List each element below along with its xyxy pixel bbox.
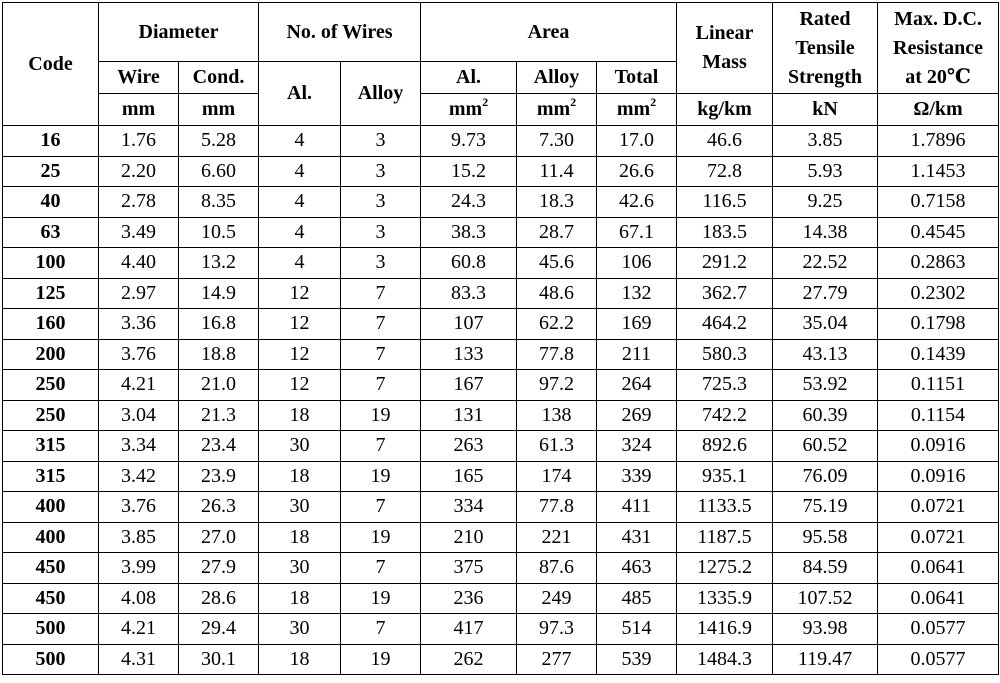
cell-cond-diameter: 5.28 — [179, 126, 259, 157]
cell-area-alloy: 18.3 — [517, 187, 597, 218]
cell-no-al-wires: 12 — [259, 278, 341, 309]
cell-area-total: 411 — [597, 492, 677, 523]
cell-wire-diameter: 4.21 — [99, 370, 179, 401]
cell-cond-diameter: 18.8 — [179, 339, 259, 370]
cell-tensile-strength: 35.04 — [773, 309, 878, 340]
cell-tensile-strength: 5.93 — [773, 156, 878, 187]
cell-area-total: 539 — [597, 644, 677, 675]
cell-tensile-strength: 3.85 — [773, 126, 878, 157]
cell-area-al: 107 — [421, 309, 517, 340]
header-linear-mass-line1: Linear — [695, 22, 754, 44]
header-cond: Cond. — [179, 62, 259, 94]
cell-no-alloy-wires: 3 — [341, 217, 421, 248]
header-area: Area — [421, 3, 677, 62]
cell-code: 450 — [3, 583, 99, 614]
header-resistance-line1: Max. D.C. — [894, 7, 982, 30]
cell-area-al: 417 — [421, 614, 517, 645]
header-rated-line2: Tensile — [795, 36, 855, 59]
header-linear-mass — [677, 3, 773, 94]
unit-resistance: Ω/km — [878, 94, 999, 126]
cell-area-al: 165 — [421, 461, 517, 492]
cell-cond-diameter: 27.0 — [179, 522, 259, 553]
cell-resistance: 0.1154 — [878, 400, 999, 431]
table-body — [3, 126, 999, 675]
cell-tensile-strength: 93.98 — [773, 614, 878, 645]
cell-linear-mass: 1275.2 — [677, 553, 773, 584]
table-row — [3, 126, 999, 157]
cell-resistance: 0.1798 — [878, 309, 999, 340]
cell-code: 250 — [3, 370, 99, 401]
cell-no-al-wires: 4 — [259, 217, 341, 248]
cell-cond-diameter: 16.8 — [179, 309, 259, 340]
cell-wire-diameter: 3.76 — [99, 339, 179, 370]
unit-area-al-exp: 2 — [482, 95, 489, 109]
cell-resistance: 0.0641 — [878, 583, 999, 614]
cell-no-al-wires: 30 — [259, 614, 341, 645]
cell-linear-mass: 116.5 — [677, 187, 773, 218]
table-row — [3, 217, 999, 248]
table-row — [3, 644, 999, 675]
table-row — [3, 339, 999, 370]
cell-tensile-strength: 60.39 — [773, 400, 878, 431]
cell-wire-diameter: 3.04 — [99, 400, 179, 431]
cell-tensile-strength: 14.38 — [773, 217, 878, 248]
cell-area-alloy: 61.3 — [517, 431, 597, 462]
cell-area-total: 485 — [597, 583, 677, 614]
cell-linear-mass: 742.2 — [677, 400, 773, 431]
cell-linear-mass: 892.6 — [677, 431, 773, 462]
cell-tensile-strength: 119.47 — [773, 644, 878, 675]
cell-no-al-wires: 12 — [259, 370, 341, 401]
cell-resistance: 0.0916 — [878, 461, 999, 492]
cell-tensile-strength: 75.19 — [773, 492, 878, 523]
cell-area-total: 169 — [597, 309, 677, 340]
header-rated-tensile-strength — [773, 3, 878, 94]
cell-wire-diameter: 3.76 — [99, 492, 179, 523]
cell-tensile-strength: 95.58 — [773, 522, 878, 553]
unit-area-total-base: mm — [616, 98, 651, 120]
cell-no-al-wires: 18 — [259, 644, 341, 675]
header-resistance-line3: at 20℃ — [905, 65, 971, 88]
cell-area-alloy: 77.8 — [517, 339, 597, 370]
cell-tensile-strength: 27.79 — [773, 278, 878, 309]
cell-linear-mass: 1335.9 — [677, 583, 773, 614]
unit-area-alloy-base: mm — [536, 98, 571, 120]
table-row — [3, 553, 999, 584]
cell-area-total: 132 — [597, 278, 677, 309]
cell-no-alloy-wires: 7 — [341, 278, 421, 309]
cell-resistance: 0.1439 — [878, 339, 999, 370]
cell-area-al: 236 — [421, 583, 517, 614]
unit-area-total-exp: 2 — [650, 95, 657, 109]
cell-area-al: 375 — [421, 553, 517, 584]
unit-wire: mm — [99, 94, 179, 126]
cell-area-alloy: 249 — [517, 583, 597, 614]
cell-tensile-strength: 22.52 — [773, 248, 878, 279]
header-rated-line3: Strength — [787, 65, 863, 88]
cell-code: 25 — [3, 156, 99, 187]
header-area-total: Total — [597, 62, 677, 94]
cell-area-alloy: 97.2 — [517, 370, 597, 401]
cell-area-alloy: 97.3 — [517, 614, 597, 645]
cell-resistance: 0.0577 — [878, 614, 999, 645]
cell-wire-diameter: 3.49 — [99, 217, 179, 248]
cell-wire-diameter: 4.31 — [99, 644, 179, 675]
cell-area-total: 431 — [597, 522, 677, 553]
table-row — [3, 492, 999, 523]
cell-cond-diameter: 21.0 — [179, 370, 259, 401]
cell-linear-mass: 291.2 — [677, 248, 773, 279]
cell-linear-mass: 183.5 — [677, 217, 773, 248]
cell-area-alloy: 138 — [517, 400, 597, 431]
cell-linear-mass: 1133.5 — [677, 492, 773, 523]
cell-linear-mass: 1484.3 — [677, 644, 773, 675]
cell-tensile-strength: 60.52 — [773, 431, 878, 462]
cell-area-alloy: 87.6 — [517, 553, 597, 584]
cell-area-al: 167 — [421, 370, 517, 401]
cell-area-al: 334 — [421, 492, 517, 523]
table-row — [3, 400, 999, 431]
cell-code: 125 — [3, 278, 99, 309]
cell-wire-diameter: 3.34 — [99, 431, 179, 462]
cell-linear-mass: 1416.9 — [677, 614, 773, 645]
cell-code: 500 — [3, 644, 99, 675]
cell-code: 250 — [3, 400, 99, 431]
cell-wire-diameter: 2.97 — [99, 278, 179, 309]
header-max-dc-resistance — [878, 3, 999, 94]
cell-wire-diameter: 3.99 — [99, 553, 179, 584]
cell-wire-diameter: 3.36 — [99, 309, 179, 340]
cell-code: 200 — [3, 339, 99, 370]
cell-resistance: 1.1453 — [878, 156, 999, 187]
cell-area-alloy: 277 — [517, 644, 597, 675]
header-row-1 — [3, 3, 999, 62]
cell-resistance: 0.1151 — [878, 370, 999, 401]
cell-area-alloy: 45.6 — [517, 248, 597, 279]
cell-cond-diameter: 28.6 — [179, 583, 259, 614]
cell-linear-mass: 362.7 — [677, 278, 773, 309]
cell-no-alloy-wires: 3 — [341, 156, 421, 187]
cell-no-alloy-wires: 7 — [341, 553, 421, 584]
cell-code: 315 — [3, 431, 99, 462]
cell-cond-diameter: 8.35 — [179, 187, 259, 218]
unit-area-total — [597, 94, 677, 126]
cell-no-al-wires: 4 — [259, 248, 341, 279]
cell-tensile-strength: 43.13 — [773, 339, 878, 370]
cell-resistance: 0.7158 — [878, 187, 999, 218]
cell-wire-diameter: 3.42 — [99, 461, 179, 492]
cell-area-total: 463 — [597, 553, 677, 584]
cell-area-al: 263 — [421, 431, 517, 462]
cell-area-total: 26.6 — [597, 156, 677, 187]
cell-area-total: 269 — [597, 400, 677, 431]
cell-no-alloy-wires: 19 — [341, 400, 421, 431]
header-wire: Wire — [99, 62, 179, 94]
cell-no-alloy-wires: 3 — [341, 187, 421, 218]
cell-area-total: 17.0 — [597, 126, 677, 157]
cell-cond-diameter: 10.5 — [179, 217, 259, 248]
cell-area-alloy: 174 — [517, 461, 597, 492]
cell-no-alloy-wires: 19 — [341, 583, 421, 614]
cell-no-al-wires: 30 — [259, 431, 341, 462]
unit-tensile: kN — [773, 94, 878, 126]
cell-cond-diameter: 21.3 — [179, 400, 259, 431]
cell-area-total: 42.6 — [597, 187, 677, 218]
cell-no-alloy-wires: 3 — [341, 126, 421, 157]
cell-linear-mass: 1187.5 — [677, 522, 773, 553]
cell-tensile-strength: 107.52 — [773, 583, 878, 614]
cell-tensile-strength: 53.92 — [773, 370, 878, 401]
cell-cond-diameter: 14.9 — [179, 278, 259, 309]
cell-wire-diameter: 4.21 — [99, 614, 179, 645]
header-resistance-line2: Resistance — [893, 36, 983, 59]
table-row — [3, 614, 999, 645]
cell-no-alloy-wires: 19 — [341, 644, 421, 675]
cell-area-total: 264 — [597, 370, 677, 401]
cell-resistance: 0.0577 — [878, 644, 999, 675]
cell-code: 16 — [3, 126, 99, 157]
cell-linear-mass: 72.8 — [677, 156, 773, 187]
table-row — [3, 370, 999, 401]
cell-area-alloy: 77.8 — [517, 492, 597, 523]
cell-area-alloy: 11.4 — [517, 156, 597, 187]
unit-area-al-base: mm — [448, 98, 483, 120]
cell-no-al-wires: 12 — [259, 339, 341, 370]
unit-cond: mm — [179, 94, 259, 126]
cell-resistance: 0.2863 — [878, 248, 999, 279]
header-code: Code — [3, 3, 99, 126]
cell-no-al-wires: 18 — [259, 522, 341, 553]
cell-cond-diameter: 29.4 — [179, 614, 259, 645]
cell-area-al: 262 — [421, 644, 517, 675]
cell-linear-mass: 46.6 — [677, 126, 773, 157]
header-alloy-wires: Alloy — [341, 62, 421, 126]
cell-area-al: 60.8 — [421, 248, 517, 279]
header-al-wires: Al. — [259, 62, 341, 126]
unit-linear-mass: kg/km — [677, 94, 773, 126]
table-row — [3, 248, 999, 279]
cell-no-alloy-wires: 7 — [341, 309, 421, 340]
table-row — [3, 156, 999, 187]
cell-area-total: 106 — [597, 248, 677, 279]
cell-no-al-wires: 18 — [259, 400, 341, 431]
cell-area-alloy: 28.7 — [517, 217, 597, 248]
cell-area-al: 83.3 — [421, 278, 517, 309]
cell-resistance: 0.0641 — [878, 553, 999, 584]
cell-no-alloy-wires: 7 — [341, 370, 421, 401]
cell-cond-diameter: 23.9 — [179, 461, 259, 492]
cell-cond-diameter: 26.3 — [179, 492, 259, 523]
cell-no-alloy-wires: 7 — [341, 431, 421, 462]
cell-code: 400 — [3, 522, 99, 553]
cell-area-al: 210 — [421, 522, 517, 553]
unit-area-al — [421, 94, 517, 126]
header-rated-line1: Rated — [799, 7, 851, 30]
cell-resistance: 0.4545 — [878, 217, 999, 248]
conductor-spec-table — [2, 2, 999, 675]
cell-code: 500 — [3, 614, 99, 645]
cell-wire-diameter: 2.78 — [99, 187, 179, 218]
header-linear-mass-line2: Mass — [702, 51, 747, 73]
table-row — [3, 522, 999, 553]
cell-no-al-wires: 18 — [259, 461, 341, 492]
cell-area-total: 67.1 — [597, 217, 677, 248]
cell-code: 40 — [3, 187, 99, 218]
cell-tensile-strength: 9.25 — [773, 187, 878, 218]
header-diameter: Diameter — [99, 3, 259, 62]
cell-area-total: 211 — [597, 339, 677, 370]
cell-area-total: 339 — [597, 461, 677, 492]
cell-tensile-strength: 84.59 — [773, 553, 878, 584]
cell-area-alloy: 62.2 — [517, 309, 597, 340]
unit-area-alloy-exp: 2 — [570, 95, 577, 109]
cell-area-al: 131 — [421, 400, 517, 431]
cell-code: 450 — [3, 553, 99, 584]
cell-no-al-wires: 30 — [259, 553, 341, 584]
cell-resistance: 0.2302 — [878, 278, 999, 309]
cell-no-alloy-wires: 7 — [341, 339, 421, 370]
cell-cond-diameter: 6.60 — [179, 156, 259, 187]
cell-area-al: 15.2 — [421, 156, 517, 187]
cell-code: 63 — [3, 217, 99, 248]
header-area-alloy: Alloy — [517, 62, 597, 94]
cell-no-al-wires: 18 — [259, 583, 341, 614]
cell-linear-mass: 935.1 — [677, 461, 773, 492]
cell-code: 400 — [3, 492, 99, 523]
table-row — [3, 431, 999, 462]
cell-no-alloy-wires: 7 — [341, 614, 421, 645]
cell-tensile-strength: 76.09 — [773, 461, 878, 492]
cell-area-al: 9.73 — [421, 126, 517, 157]
cell-linear-mass: 580.3 — [677, 339, 773, 370]
cell-resistance: 0.0916 — [878, 431, 999, 462]
header-area-al: Al. — [421, 62, 517, 94]
cell-wire-diameter: 4.08 — [99, 583, 179, 614]
cell-cond-diameter: 30.1 — [179, 644, 259, 675]
cell-resistance: 0.0721 — [878, 492, 999, 523]
table-row — [3, 583, 999, 614]
cell-linear-mass: 464.2 — [677, 309, 773, 340]
cell-area-alloy: 7.30 — [517, 126, 597, 157]
cell-resistance: 0.0721 — [878, 522, 999, 553]
table-row — [3, 461, 999, 492]
cell-no-al-wires: 4 — [259, 156, 341, 187]
header-units-row — [3, 94, 999, 126]
cell-area-al: 24.3 — [421, 187, 517, 218]
cell-resistance: 1.7896 — [878, 126, 999, 157]
cell-code: 315 — [3, 461, 99, 492]
cell-no-al-wires: 4 — [259, 126, 341, 157]
cell-no-alloy-wires: 19 — [341, 522, 421, 553]
table-row — [3, 187, 999, 218]
cell-area-total: 514 — [597, 614, 677, 645]
table-row — [3, 278, 999, 309]
cell-no-alloy-wires: 3 — [341, 248, 421, 279]
header-no-of-wires: No. of Wires — [259, 3, 421, 62]
cell-cond-diameter: 13.2 — [179, 248, 259, 279]
cell-area-al: 133 — [421, 339, 517, 370]
cell-no-alloy-wires: 7 — [341, 492, 421, 523]
cell-area-alloy: 48.6 — [517, 278, 597, 309]
cell-wire-diameter: 3.85 — [99, 522, 179, 553]
cell-code: 160 — [3, 309, 99, 340]
cell-wire-diameter: 2.20 — [99, 156, 179, 187]
cell-area-alloy: 221 — [517, 522, 597, 553]
cell-no-al-wires: 4 — [259, 187, 341, 218]
cell-code: 100 — [3, 248, 99, 279]
cell-wire-diameter: 1.76 — [99, 126, 179, 157]
table-row — [3, 309, 999, 340]
table-header — [3, 3, 999, 126]
cell-no-alloy-wires: 19 — [341, 461, 421, 492]
unit-area-alloy — [517, 94, 597, 126]
cell-wire-diameter: 4.40 — [99, 248, 179, 279]
cell-linear-mass: 725.3 — [677, 370, 773, 401]
cell-area-total: 324 — [597, 431, 677, 462]
cell-area-al: 38.3 — [421, 217, 517, 248]
cell-cond-diameter: 23.4 — [179, 431, 259, 462]
cell-cond-diameter: 27.9 — [179, 553, 259, 584]
cell-no-al-wires: 30 — [259, 492, 341, 523]
cell-no-al-wires: 12 — [259, 309, 341, 340]
